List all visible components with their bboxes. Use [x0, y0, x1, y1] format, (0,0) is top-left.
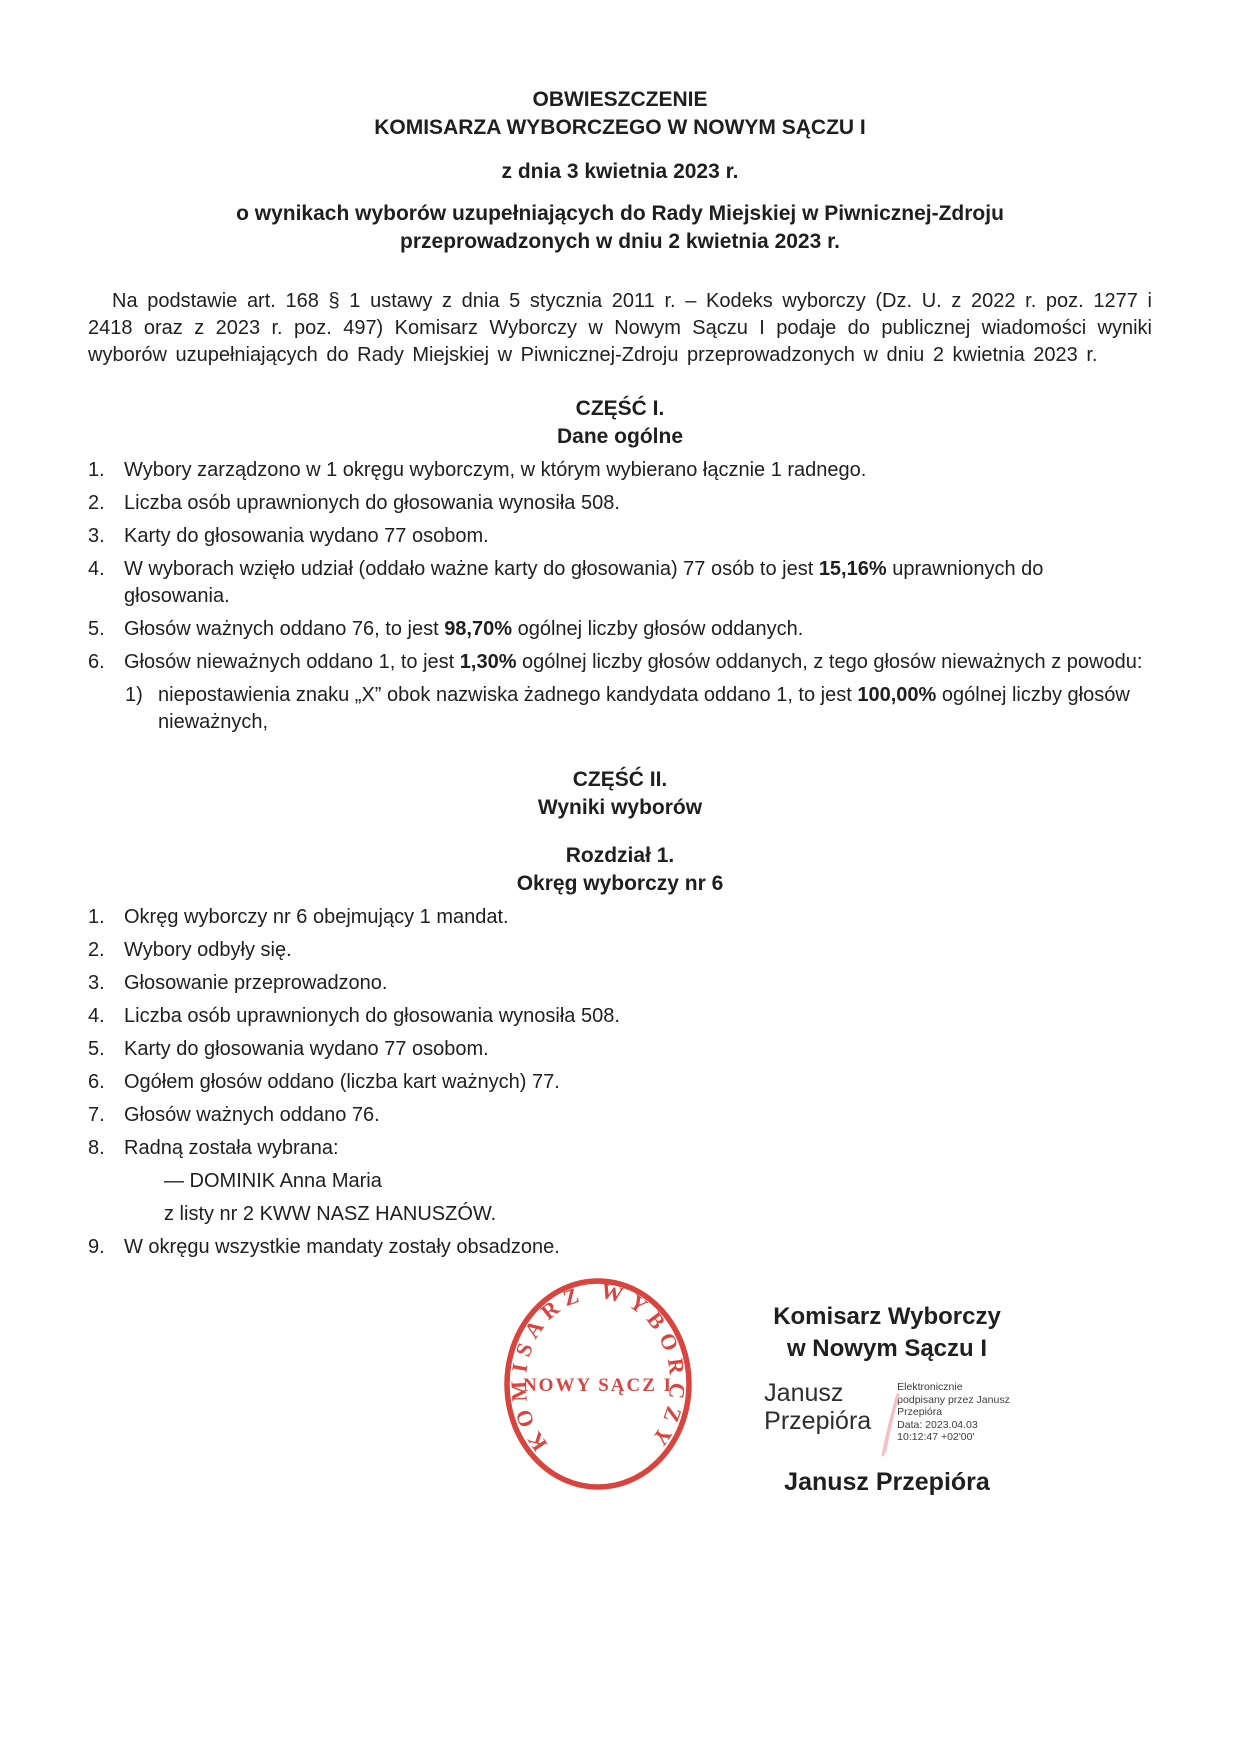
- document-footer: [88, 1275, 1152, 1605]
- list-item-text: Radną została wybrana:: [124, 1137, 339, 1159]
- part1-heading-number: CZĘŚĆ I.: [575, 397, 665, 420]
- list-item-number: 9.: [88, 1236, 105, 1258]
- list-item-number: 2.: [88, 939, 105, 961]
- esign-name-line2: Przepióra: [764, 1407, 872, 1435]
- list-item-text: W okręgu wszystkie mandaty zostały obsadzone.: [124, 1236, 560, 1258]
- part1-heading: [88, 395, 1152, 451]
- list-item-text: Głosów nieważnych oddano 1, to jest 1,30% ogólnej liczby głosów oddanych, z tego głosów nieważnych z powodu:: [124, 651, 1143, 673]
- list-item-number: 1.: [88, 906, 105, 928]
- list-item-number: 7.: [88, 1104, 105, 1126]
- list-subline: z listy nr 2 KWW NASZ HANUSZÓW.: [164, 1203, 497, 1225]
- list-item-number: 3.: [88, 525, 105, 547]
- list-item: [88, 649, 1152, 676]
- list-item: [88, 556, 1152, 610]
- list-item: [88, 1003, 1152, 1030]
- part1-list: [88, 457, 1152, 736]
- stamp-outer-text: KOMISARZ WYBORCZY: [505, 1277, 691, 1456]
- document-subject-line2: przeprowadzonych w dniu 2 kwietnia 2023 r.: [400, 230, 840, 253]
- chapter-heading-number: Rozdział 1.: [565, 844, 675, 867]
- esign-details-line: 10:12:47 +02'00': [897, 1431, 975, 1443]
- esign-details-line: Data: 2023.04.03: [897, 1418, 978, 1431]
- list-item: [88, 457, 1152, 484]
- list-item-number: 5.: [88, 618, 105, 640]
- list-item-number: 4.: [88, 558, 105, 580]
- official-stamp: [500, 1275, 696, 1493]
- list-item-text: Okręg wyborczy nr 6 obejmujący 1 mandat.: [124, 906, 509, 928]
- signed-name: Janusz Przepióra: [784, 1467, 990, 1496]
- chapter-heading: [88, 842, 1152, 898]
- list-item-number: 6.: [88, 651, 105, 673]
- list-item-text: Wybory zarządzono w 1 okręgu wyborczym, w którym wybierano łącznie 1 radnego.: [124, 459, 867, 481]
- chapter-heading-title: Okręg wyborczy nr 6: [516, 872, 724, 895]
- list-item-number: 8.: [88, 1137, 105, 1159]
- document-subject-line1: o wynikach wyborów uzupełniających do Rady Miejskiej w Piwnicznej-Zdroju: [236, 202, 1004, 225]
- esign-details-line: Elektronicznie: [897, 1381, 963, 1393]
- list-item: [88, 1102, 1152, 1129]
- list-item-text: Liczba osób uprawnionych do głosowania wynosiła 508.: [124, 492, 620, 514]
- legal-basis-paragraph: Na podstawie art. 168 § 1 ustawy z dnia 5 stycznia 2011 r. – Kodeks wyborczy (Dz. U. z 2022 r. poz. 1277 i 2418 oraz z 2023 r. poz. 497) Komisarz Wyborczy w Nowym Sączu I podaje do publicznej wiadomości wyniki wyborów uzupełniających do Rady Miejskiej w Piwnicznej-Zdroju przeprowadzonych w dniu 2 kwietnia 2023 r.: [88, 290, 1152, 366]
- esign-name-line1: Janusz: [764, 1379, 844, 1407]
- esign-name: [764, 1379, 871, 1444]
- list-item: [88, 1135, 1152, 1162]
- list-item-text: Ogółem głosów oddano (liczba kart ważnych) 77.: [124, 1071, 560, 1093]
- part2-heading: [88, 766, 1152, 822]
- esign-details-line: Przepióra: [897, 1406, 943, 1418]
- list-item-number: 3.: [88, 972, 105, 994]
- stamp-inner-text: NOWY SĄCZ I: [522, 1375, 674, 1396]
- electronic-signature: [736, 1379, 1038, 1444]
- list-item: [88, 1069, 1152, 1096]
- part2-heading-title: Wyniki wyborów: [537, 796, 703, 819]
- list-item-number: 1): [125, 684, 143, 706]
- signature-block: [736, 1301, 1038, 1497]
- signature-title-line2: w Nowym Sączu I: [786, 1335, 988, 1362]
- list-item-text: Głosów ważnych oddano 76.: [124, 1104, 380, 1126]
- esign-details-line: podpisany przez Janusz: [897, 1393, 1010, 1406]
- list-item: [88, 616, 1152, 643]
- list-item-number: 5.: [88, 1038, 105, 1060]
- list-item-number: 6.: [88, 1071, 105, 1093]
- list-item-number: 4.: [88, 1005, 105, 1027]
- signature-title-line1: Komisarz Wyborczy: [773, 1303, 1001, 1330]
- esign-details: [897, 1379, 1010, 1444]
- list-item: [125, 682, 1152, 736]
- list-item: [88, 490, 1152, 517]
- list-item: [88, 1036, 1152, 1063]
- document-subject: [88, 200, 1152, 256]
- document-header: [88, 86, 1152, 256]
- document-date: z dnia 3 kwietnia 2023 r.: [501, 160, 739, 183]
- part2-list: [88, 904, 1152, 1261]
- document-title: OBWIESZCZENIE: [532, 88, 708, 111]
- list-item: [88, 1234, 1152, 1261]
- list-item-text: niepostawienia znaku „X” obok nazwiska żadnego kandydata oddano 1, to jest 100,00% ogólnej liczby głosów nieważnych,: [158, 684, 1130, 733]
- list-item-text: Głosowanie przeprowadzono.: [124, 972, 388, 994]
- list-item-text: Wybory odbyły się.: [124, 939, 292, 961]
- list-item-text: W wyborach wzięło udział (oddało ważne karty do głosowania) 77 osób to jest 15,16% uprawnionych do głosowania.: [124, 558, 1044, 607]
- list-item-text: Karty do głosowania wydano 77 osobom.: [124, 1038, 489, 1060]
- list-item-number: 2.: [88, 492, 105, 514]
- document-title-issuer: KOMISARZA WYBORCZEGO W NOWYM SĄCZU I: [374, 116, 866, 139]
- list-item-text: Głosów ważnych oddano 76, to jest 98,70% ogólnej liczby głosów oddanych.: [124, 618, 804, 640]
- svg-text:KOMISARZ WYBORCZY: [505, 1278, 690, 1456]
- list-item-text: Liczba osób uprawnionych do głosowania wynosiła 508.: [124, 1005, 620, 1027]
- list-item: [88, 970, 1152, 997]
- part1-heading-title: Dane ogólne: [556, 425, 683, 448]
- list-item: [88, 523, 1152, 550]
- list-subline: — DOMINIK Anna Maria: [164, 1170, 382, 1192]
- part2-heading-number: CZĘŚĆ II.: [572, 768, 668, 791]
- list-item-number: 1.: [88, 459, 105, 481]
- list-item-text: Karty do głosowania wydano 77 osobom.: [124, 525, 489, 547]
- list-item: [88, 904, 1152, 931]
- list-item: [88, 937, 1152, 964]
